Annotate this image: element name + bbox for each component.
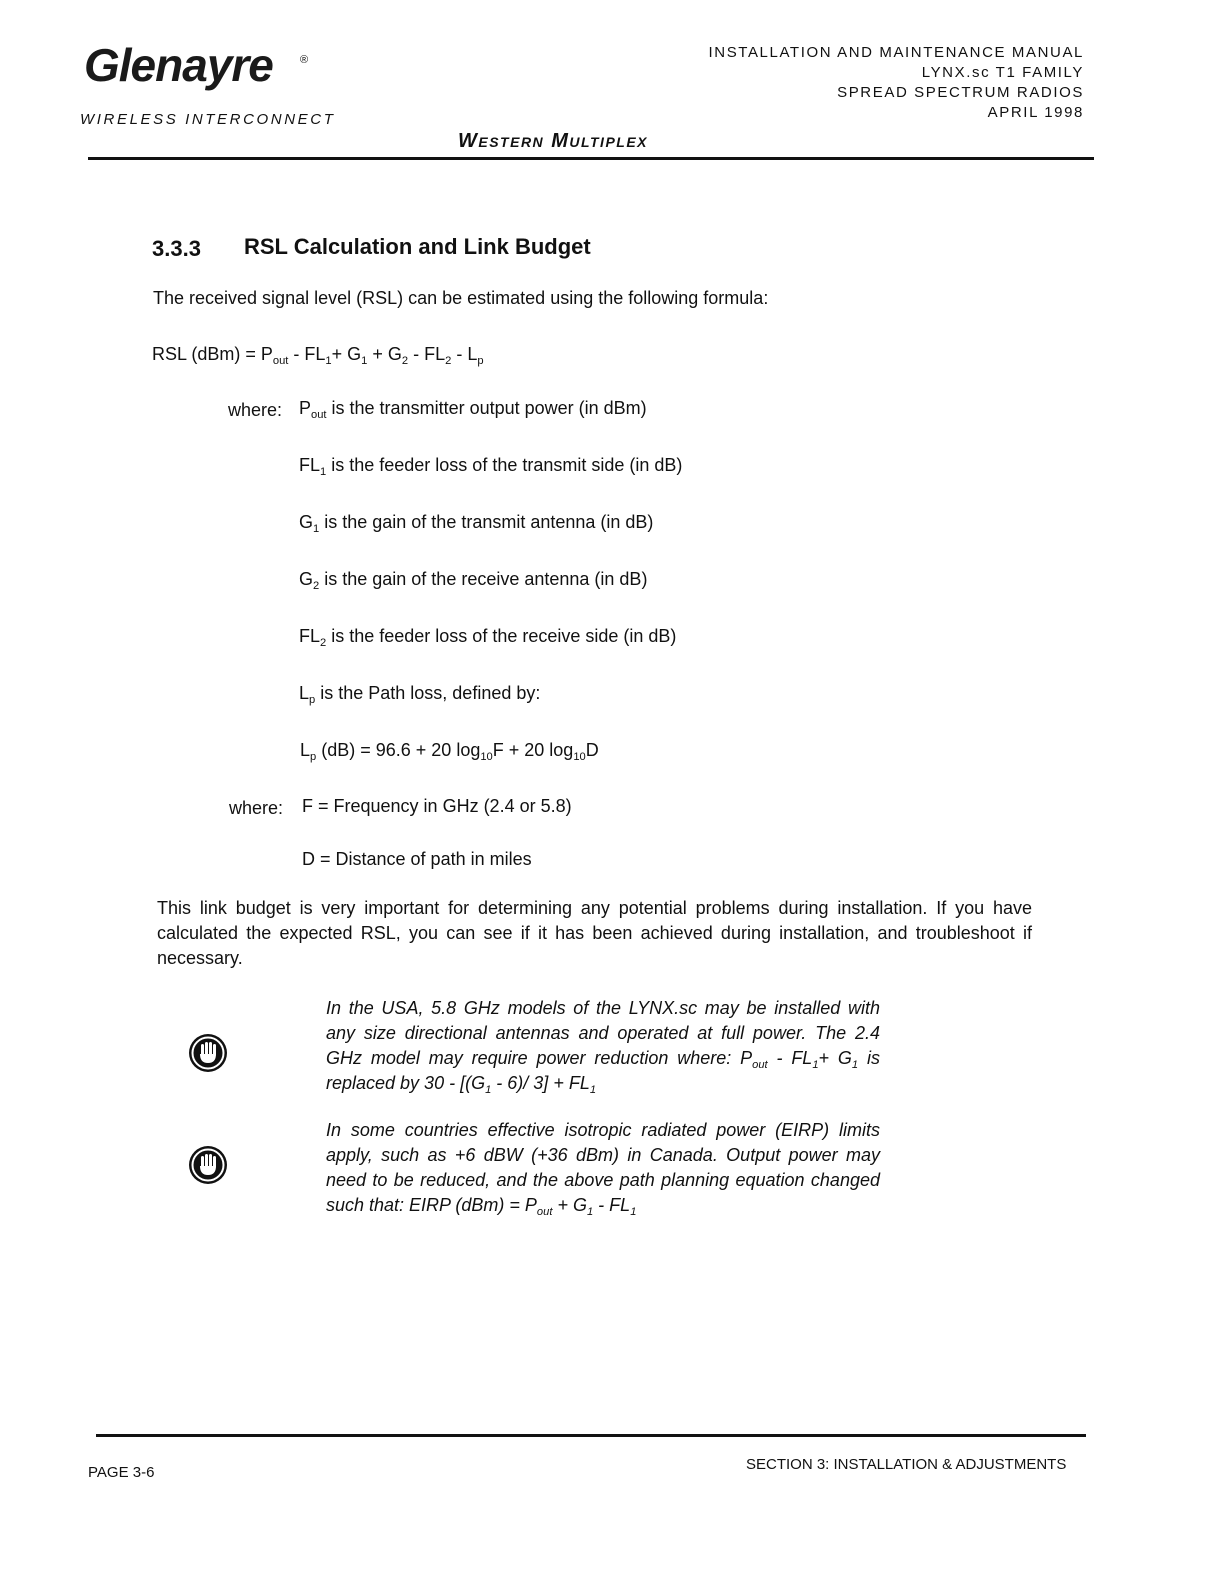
- note-eirp: In some countries effective isotropic radiated power (EIRP) limits apply, such as +6 dBW (+36 dBm) in Canada. Output power may need to be reduced, and the above path planning equation changed such that: EIRP $(dBm) = P_{out} + G_1 - FL_1$: [326, 1120, 880, 1218]
- def-g2: $G_2$ is the gain of the receive antenna (in dB): [299, 569, 648, 592]
- product-family: LYNX.sc T1 FAMILY: [921, 64, 1084, 81]
- registered-mark: ®: [300, 54, 309, 66]
- def-frequency: F = Frequency in GHz (2.4 or 5.8): [302, 796, 572, 816]
- product-type: SPREAD SPECTRUM RADIOS: [837, 84, 1084, 101]
- intro-text: The received signal level (RSL) can be estimated using the following formula:: [153, 288, 769, 308]
- note-usa: In the USA, 5.8 GHz models of the LYNX.sc may be installed with any size directional antennas and operated at full power. The 2.4 GHz model may require power reduction where: $P_{out} - FL_1+ G_1$ is replaced by $30 - [(G_1 - 6)/$ $3] + FL_1$: [326, 998, 880, 1096]
- def-lp: $L_p$ is the Path loss, defined by:: [299, 683, 541, 706]
- def-fl2: $FL_2$ is the feeder loss of the receive side (in dB): [299, 626, 677, 649]
- manual-date: APRIL 1998: [987, 104, 1084, 121]
- link-budget-paragraph: This link budget is very important for determining any potential problems during installation. If you have calculated the expected RSL, you can see if it has been achieved during installation, and troubleshoot if necessary.: [157, 898, 1032, 968]
- page-number: PAGE 3-6: [88, 1464, 155, 1481]
- where-label-2: where:: [229, 798, 284, 818]
- company-logo: Glenayre: [84, 39, 273, 91]
- footer-section: SECTION 3: INSTALLATION & ADJUSTMENTS: [746, 1456, 1067, 1473]
- company-name: Western Multiplex: [458, 130, 649, 152]
- header-rule: [88, 157, 1094, 160]
- manual-title: INSTALLATION AND MAINTENANCE MANUAL: [708, 44, 1084, 61]
- stop-hand-icon: [187, 1032, 229, 1074]
- logo-tagline: WIRELESS INTERCONNECT: [80, 111, 336, 128]
- where-label: where:: [228, 400, 283, 420]
- footer-rule: [96, 1434, 1086, 1437]
- stop-hand-icon: [187, 1144, 229, 1186]
- def-g1: $G_1$ is the gain of the transmit antenna (in dB): [299, 512, 654, 535]
- path-loss-formula: $L_p$ (dB) = 96.6 + 20 $\log_{10}F + 20$ $\log_{10}D$: [300, 740, 599, 763]
- def-distance: D = Distance of path in miles: [302, 849, 532, 869]
- def-pout: $P_{out}$ is the transmitter output power (in dBm): [299, 398, 647, 421]
- section-number: 3.3.3: [152, 236, 201, 261]
- rsl-formula: RSL $(dBm) = P_{out} - FL_1+ G_1 + G_2 - FL_2 - L_p$: [152, 344, 484, 367]
- def-fl1: $FL_1$ is the feeder loss of the transmit side (in dB): [299, 455, 683, 478]
- section-title: RSL Calculation and Link Budget: [244, 234, 591, 259]
